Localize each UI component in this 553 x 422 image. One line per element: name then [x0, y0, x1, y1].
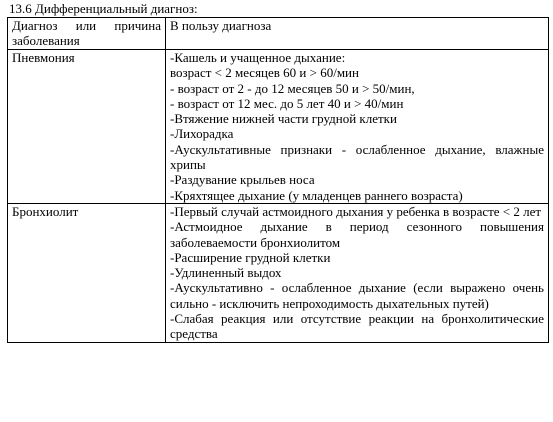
list-item: -Первый случай астмоидного дыхания у ребенка в возрасте < 2 лет — [170, 203, 542, 219]
header-diagnosis-line1: Диагноз или причина — [12, 18, 161, 33]
list-item: возраст < 2 месяцев 60 и > 60/мин — [170, 65, 359, 81]
table-row — [8, 203, 549, 342]
list-item: -Астмоидное дыхание в период сезонного повышения заболеваемости бронхиолитом — [170, 219, 544, 250]
list-item: -Удлиненный выдох — [170, 265, 282, 281]
list-item: -Аускультативные признаки - ослабленное дыхание, влажные хрипы — [170, 141, 544, 173]
table-row — [8, 50, 549, 204]
header-cell-diagnosis — [8, 18, 166, 50]
list-item: -Расширение грудной клетки — [170, 249, 331, 265]
section-heading: 13.6 Дифференциальный диагноз: — [9, 1, 198, 16]
list-item: -Слабая реакция или отсутствие реакции на бронхолитические средства — [170, 311, 544, 342]
list-item: -Лихорадка — [170, 126, 234, 142]
list-item: - возраст от 12 мес. до 5 лет 40 и > 40/мин — [170, 95, 404, 111]
list-item: - возраст от 2 - до 12 месяцев 50 и > 50/мин, — [170, 80, 415, 96]
list-item: -Втяжение нижней части грудной клетки — [170, 111, 397, 127]
evidence-cell — [166, 203, 549, 342]
diagnosis-cell: Бронхиолит — [8, 203, 166, 342]
list-item: -Аускультативно - ослабленное дыхание (если выражено очень сильно - исключить непроходимость дыхательных путей) — [170, 280, 544, 311]
evidence-cell — [166, 50, 549, 204]
differential-diagnosis-table — [7, 17, 549, 343]
list-item: -Кряхтящее дыхание (у младенцев раннего возраста) — [170, 187, 463, 203]
header-cell-evidence: В пользу диагноза — [166, 18, 549, 50]
list-item: -Кашель и учащенное дыхание: — [170, 50, 346, 65]
header-diagnosis-line2: заболевания — [12, 33, 80, 49]
list-item: -Раздувание крыльев носа — [170, 172, 315, 188]
table-header-row — [8, 18, 549, 50]
diagnosis-cell: Пневмония — [8, 50, 166, 204]
